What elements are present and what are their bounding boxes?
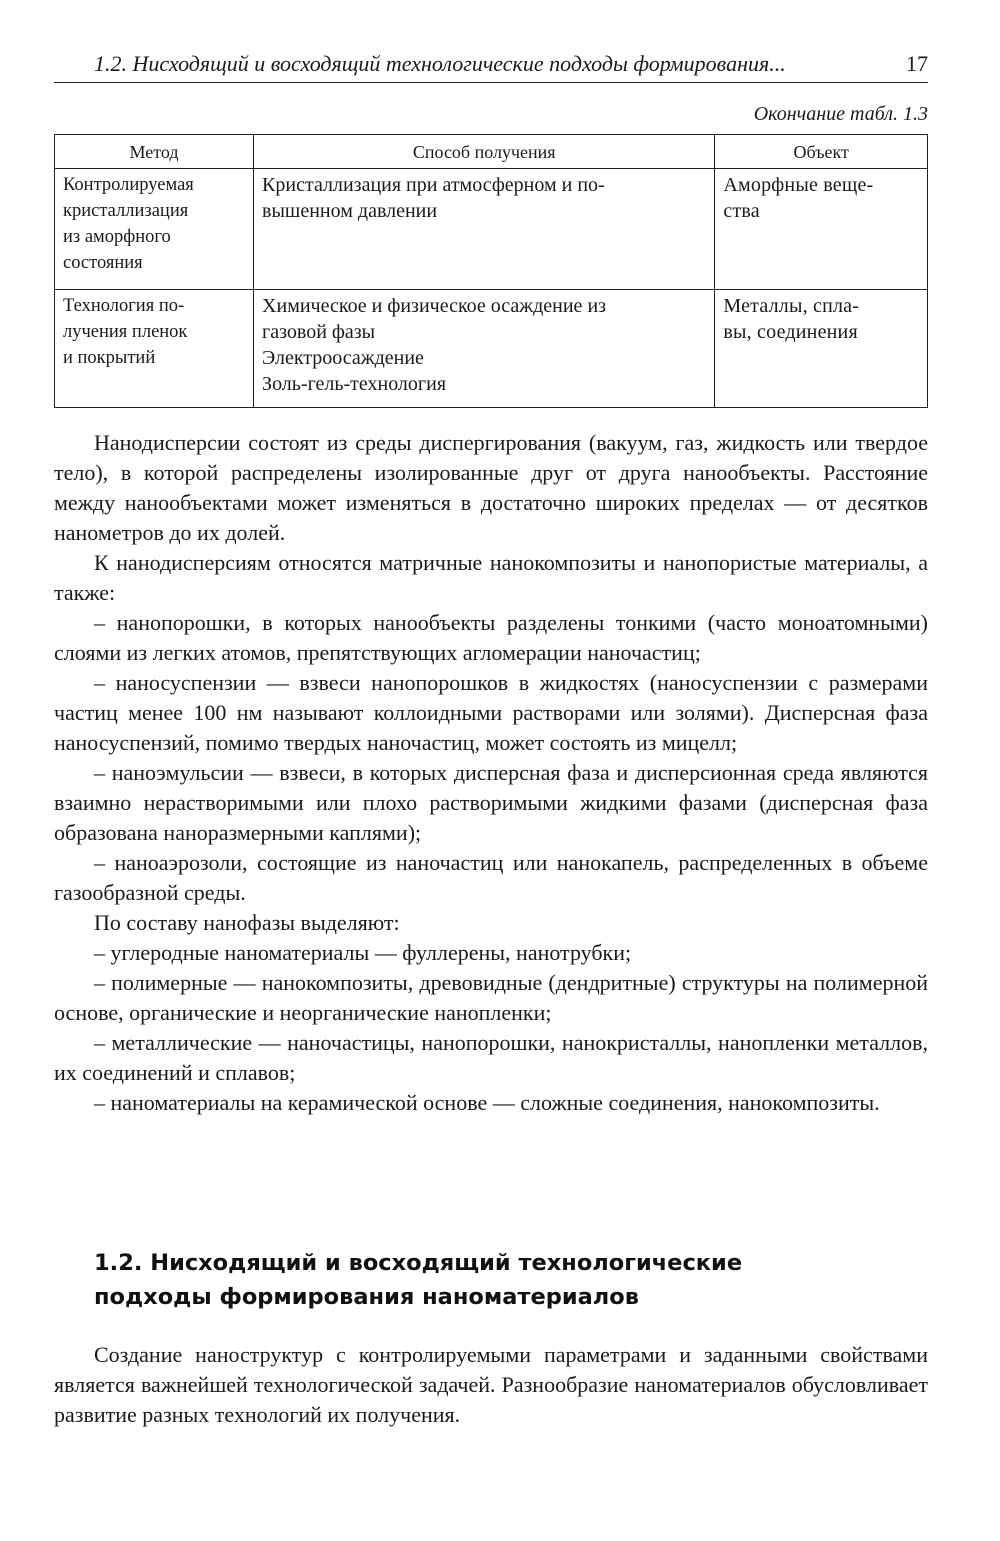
cell-method [55,169,254,290]
paragraph: – наносуспензии — взвеси нанопорошков в жидкостях (наносуспензии с размерами частиц менее 100 нм называют коллоидными растворами или золями). Дисперсная фаза наносуспензий, помимо твердых наночастиц, может состоять из мицелл; [54,670,928,755]
page-number: 17 [906,51,928,76]
cell-way [254,169,715,290]
cell-line: и покрытий [63,348,156,368]
paragraph: По составу нанофазы выделяют: [94,910,400,935]
header-way: Способ получения [254,135,715,169]
paragraph: – наноэмульсии — взвеси, в которых дисперсная фаза и дисперсионная среда являются взаимно нерастворимыми или плохо растворимыми жидкими фазами (дисперсная фаза образована наноразмерными каплями); [54,760,928,845]
cell-line: лучения пленок [63,322,188,342]
cell-line: Технология по- [63,296,185,316]
header-method: Метод [55,135,254,169]
section-heading-line: 1.2. Нисходящий и восходящий технологические [94,1250,743,1276]
cell-line: из аморфного [63,227,171,247]
cell-line: Золь-гель-технология [262,373,447,395]
cell-object [715,169,928,290]
section-heading [94,1246,928,1314]
paragraph: К нанодисперсиям относятся матричные нанокомпозиты и нанопористые материалы, а также: [54,550,928,605]
cell-line: Аморфные веще- [723,174,874,196]
cell-line: ства [723,200,760,222]
cell-way [254,290,715,408]
table-row [55,290,928,408]
cell-line: газовой фазы [262,321,376,343]
running-header [54,46,928,83]
paragraph: – нанопорошки, в которых нанообъекты разделены тонкими (часто моноатомными) слоями из легких атомов, препятствующих агломерации наночастиц; [54,610,928,665]
paragraph: – полимерные — нанокомпозиты, древовидные (дендритные) структуры на полимерной основе, органические и неорганические нанопленки; [54,970,928,1025]
table-header-row [55,135,928,169]
cell-line: Кристаллизация при атмосферном и по- [262,174,605,196]
paragraph: Создание наноструктур с контролируемыми параметрами и заданными свойствами является важнейшей технологической задачей. Разнообразие наноматериалов обусловливает развитие разных технологий их получения. [54,1342,928,1427]
cell-line: вы, соединения [723,321,858,343]
header-object: Объект [715,135,928,169]
paragraph: – металлические — наночастицы, нанопорошки, нанокристаллы, нанопленки металлов, их соединений и сплавов; [54,1030,928,1085]
section-body [54,1340,928,1430]
paragraph: – наноматериалы на керамической основе — сложные соединения, нанокомпозиты. [94,1090,880,1115]
cell-method [55,290,254,408]
paragraph: – наноаэрозоли, состоящие из наночастиц или нанокапель, распределенных в объеме газообразной среды. [54,850,928,905]
cell-line: Электроосаждение [262,347,424,369]
cell-line: Контролируемая [63,175,194,195]
cell-line: состояния [63,253,143,273]
cell-line: кристаллизация [63,201,189,221]
running-header-title: 1.2. Нисходящий и восходящий технологические подходы формирования... [94,51,786,76]
cell-object [715,290,928,408]
cell-line: вышенном давлении [262,200,438,222]
section-heading-line: подходы формирования наноматериалов [94,1284,639,1310]
table-caption: Окончание табл. 1.3 [753,103,928,125]
body-text [54,428,928,1118]
paragraph: Нанодисперсии состоят из среды диспергирования (вакуум, газ, жидкость или твердое тело), в которой распределены изолированные друг от друга нанообъекты. Расстояние между нанообъектами может изменяться в достаточно широких пределах — от десятков нанометров до их долей. [54,430,928,545]
cell-line: Химическое и физическое осаждение из [262,295,607,317]
paragraph: – углеродные наноматериалы — фуллерены, нанотрубки; [94,940,632,965]
cell-line: Металлы, спла- [723,295,860,317]
table-row [55,169,928,290]
methods-table [54,134,928,408]
